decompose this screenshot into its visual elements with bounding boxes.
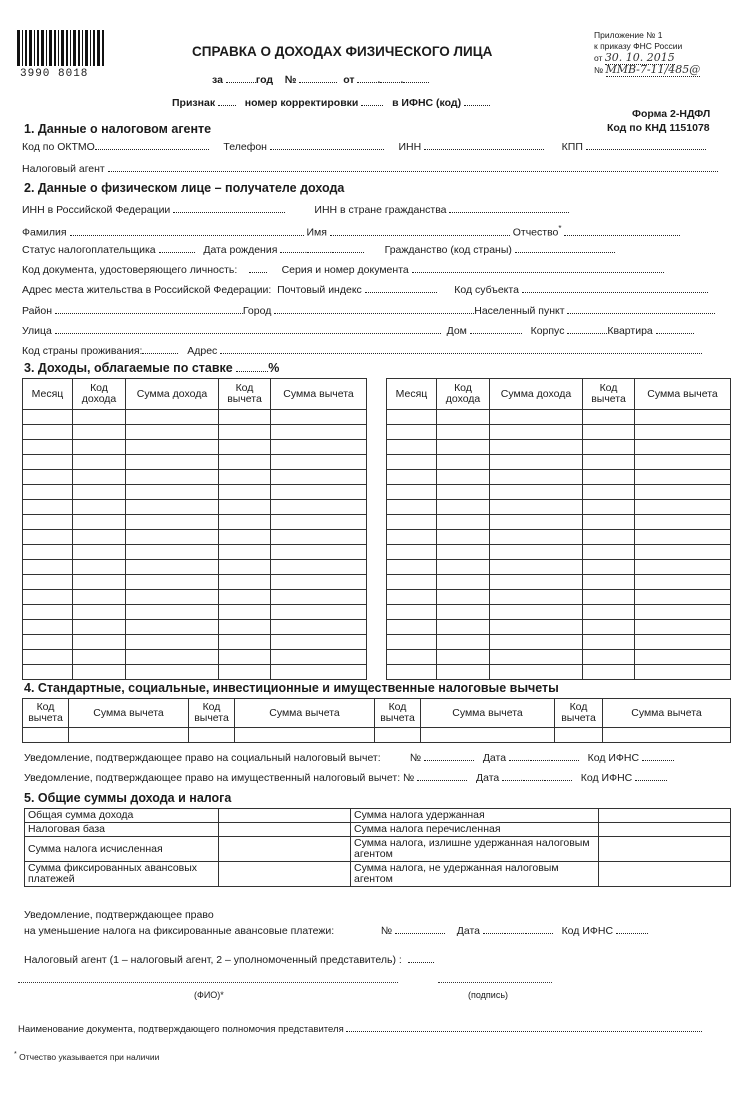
notice-property-row: Уведомление, подтверждающее право на имущественный налоговый вычет: № Дата . . Код ИФНС (24, 771, 667, 784)
table-cell (437, 470, 490, 485)
table-cell (126, 440, 219, 455)
tax-not-withheld-label: Сумма налога, не удержанная налоговым агентом (351, 862, 599, 887)
table-row (387, 440, 731, 455)
section2-title: 2. Данные о физическом лице – получателе дохода (24, 181, 345, 195)
table-cell (490, 635, 583, 650)
table-cell (437, 650, 490, 665)
table-cell (583, 605, 635, 620)
table-cell (126, 455, 219, 470)
table-cell (271, 470, 367, 485)
deduction-sum-4: Сумма вычета (603, 699, 731, 728)
table-cell (635, 545, 731, 560)
table-cell (583, 620, 635, 635)
table-row (23, 410, 367, 425)
form-name: Форма 2-НДФЛ (632, 108, 711, 120)
table-cell (635, 635, 731, 650)
table-cell (126, 425, 219, 440)
table-cell (437, 635, 490, 650)
table-cell (126, 470, 219, 485)
notice-social-row: Уведомление, подтверждающее право на социальный налоговый вычет: № Дата . . Код ИФНС (24, 751, 674, 764)
table-cell (387, 605, 437, 620)
table-cell (490, 605, 583, 620)
table-cell (271, 530, 367, 545)
table-cell (126, 650, 219, 665)
table-cell (635, 605, 731, 620)
table-cell (126, 635, 219, 650)
table-row (387, 530, 731, 545)
table-row (23, 620, 367, 635)
table-cell (387, 545, 437, 560)
deduction-code-3: Код вычета (375, 699, 421, 728)
table-cell (73, 635, 126, 650)
table-cell (219, 575, 271, 590)
section2-name-row: Фамилия Имя Отчество* (22, 223, 680, 239)
table-cell (387, 500, 437, 515)
table-row (387, 560, 731, 575)
table-cell (126, 515, 219, 530)
table-cell (23, 665, 73, 680)
table-row (387, 650, 731, 665)
table-cell (219, 425, 271, 440)
table-cell (490, 470, 583, 485)
table-cell (387, 590, 437, 605)
table-cell (73, 575, 126, 590)
section2-status-row: Статус налогоплательщика Дата рождения . . Гражданство (код страны) (22, 243, 615, 256)
tax-base-label: Налоговая база (25, 823, 219, 837)
table-row (23, 575, 367, 590)
table-cell (126, 590, 219, 605)
table-cell (23, 590, 73, 605)
table-cell (271, 545, 367, 560)
deduction-code-1: Код вычета (23, 699, 69, 728)
table-cell (219, 515, 271, 530)
section2-inn-row: ИНН в Российской Федерации ИНН в стране гражданства (22, 203, 569, 216)
table-cell (23, 410, 73, 425)
table-cell (219, 545, 271, 560)
table-row (387, 455, 731, 470)
income-table-left (22, 378, 367, 680)
section3-title: 3. Доходы, облагаемые по ставке % (24, 361, 280, 375)
table-row (23, 500, 367, 515)
form-knd: Код по КНД 1151078 (607, 122, 710, 134)
table-row (23, 515, 367, 530)
table-cell (23, 440, 73, 455)
table-cell (73, 650, 126, 665)
table-cell (23, 575, 73, 590)
table-row (387, 500, 731, 515)
table-cell (635, 470, 731, 485)
col-deduction-code: Код вычета (583, 379, 635, 410)
table-cell (437, 665, 490, 680)
section2-city-row: Район Город Населенный пункт (22, 304, 715, 317)
table-cell (73, 425, 126, 440)
table-cell (387, 425, 437, 440)
table-cell (583, 485, 635, 500)
table-cell (271, 575, 367, 590)
table-cell (437, 440, 490, 455)
section2-doc-row: Код документа, удостоверяющего личность: Серия и номер документа (22, 263, 664, 276)
table-row (387, 425, 731, 440)
table-row (23, 605, 367, 620)
table-row (387, 545, 731, 560)
table-cell (23, 545, 73, 560)
table-cell (437, 560, 490, 575)
col-deduction-sum: Сумма вычета (635, 379, 731, 410)
section1-row1: Код по ОКТМО Телефон ИНН КПП (22, 140, 706, 153)
table-cell (490, 590, 583, 605)
table-cell (635, 575, 731, 590)
table-cell (583, 425, 635, 440)
table-cell (490, 650, 583, 665)
table-cell (635, 410, 731, 425)
table-row (23, 665, 367, 680)
table-cell (387, 515, 437, 530)
table-cell (73, 470, 126, 485)
tax-overwithheld-label: Сумма налога, излишне удержанная налоговым агентом (351, 837, 599, 862)
table-cell (126, 530, 219, 545)
footnote: * Отчество указывается при наличии (14, 1050, 160, 1062)
table-cell (387, 620, 437, 635)
table-cell (437, 485, 490, 500)
section2-country-row: Код страны проживания: Адрес (22, 344, 702, 357)
table-cell (437, 620, 490, 635)
barcode-number: 3990 8018 (20, 68, 89, 80)
table-cell (387, 470, 437, 485)
fio-line (18, 982, 398, 983)
table-cell (219, 650, 271, 665)
table-row (23, 425, 367, 440)
table-cell (73, 605, 126, 620)
table-cell (635, 560, 731, 575)
table-cell (219, 590, 271, 605)
table-cell (73, 530, 126, 545)
table-cell (583, 650, 635, 665)
table-row (387, 665, 731, 680)
table-cell (219, 635, 271, 650)
table-cell (490, 545, 583, 560)
table-cell (271, 440, 367, 455)
notice-advance-line1: Уведомление, подтверждающее право (24, 909, 214, 921)
table-cell (73, 545, 126, 560)
table-cell (126, 560, 219, 575)
table-cell (23, 560, 73, 575)
table-cell (219, 605, 271, 620)
table-cell (271, 500, 367, 515)
table-cell (635, 620, 731, 635)
page-title: СПРАВКА О ДОХОДАХ ФИЗИЧЕСКОГО ЛИЦА (192, 44, 493, 59)
table-cell (437, 590, 490, 605)
table-cell (73, 455, 126, 470)
table-cell (73, 515, 126, 530)
table-cell (437, 410, 490, 425)
table-cell (490, 485, 583, 500)
signature-caption: (подпись) (468, 990, 509, 1000)
table-cell (126, 575, 219, 590)
table-cell (271, 515, 367, 530)
table-cell (219, 485, 271, 500)
col-income-sum: Сумма дохода (126, 379, 219, 410)
table-cell (583, 410, 635, 425)
table-row (387, 605, 731, 620)
table-row (387, 635, 731, 650)
table-cell (490, 440, 583, 455)
table-cell (635, 665, 731, 680)
table-cell (635, 650, 731, 665)
table-row (23, 455, 367, 470)
table-row (387, 515, 731, 530)
fio-caption: (ФИО)* (194, 990, 224, 1000)
table-cell (583, 545, 635, 560)
table-cell (387, 440, 437, 455)
table-row (387, 410, 731, 425)
table-cell (271, 590, 367, 605)
table-cell (635, 440, 731, 455)
total-income-label: Общая сумма дохода (25, 809, 219, 823)
table-cell (387, 575, 437, 590)
table-cell (583, 515, 635, 530)
table-cell (23, 650, 73, 665)
deduction-sum-1: Сумма вычета (69, 699, 189, 728)
table-cell (490, 515, 583, 530)
col-income-code: Код дохода (73, 379, 126, 410)
table-cell (73, 590, 126, 605)
table-cell (219, 470, 271, 485)
col-deduction-sum: Сумма вычета (271, 379, 367, 410)
section5-title: 5. Общие суммы дохода и налога (24, 791, 232, 805)
table-cell (219, 455, 271, 470)
table-cell (271, 605, 367, 620)
table-row (23, 530, 367, 545)
table-cell (583, 635, 635, 650)
table-cell (23, 500, 73, 515)
table-cell (437, 515, 490, 530)
table-row (387, 620, 731, 635)
appendix-block: Приложение № 1 к приказу ФНС России от 30. 10. 2015 № ММВ-7-11/485@ (594, 30, 701, 76)
table-cell (635, 455, 731, 470)
table-cell (583, 530, 635, 545)
table-cell (490, 560, 583, 575)
section2-street-row: Улица Дом Корпус Квартира (22, 324, 694, 337)
header-sign-line: Признак номер корректировки в ИФНС (код) (172, 96, 490, 109)
table-row (387, 485, 731, 500)
table-cell (219, 500, 271, 515)
table-cell (271, 485, 367, 500)
deduction-sum-3: Сумма вычета (421, 699, 555, 728)
table-cell (583, 455, 635, 470)
table-cell (73, 410, 126, 425)
table-cell (387, 410, 437, 425)
table-cell (126, 605, 219, 620)
table-row (23, 650, 367, 665)
table-cell (635, 425, 731, 440)
table-cell (23, 530, 73, 545)
table-cell (437, 455, 490, 470)
table-cell (437, 425, 490, 440)
table-cell (387, 635, 437, 650)
table-cell (219, 410, 271, 425)
totals-table (24, 808, 731, 887)
col-income-code: Код дохода (437, 379, 490, 410)
section4-title: 4. Стандартные, социальные, инвестиционные и имущественные налоговые вычеты (24, 681, 559, 695)
header-date-line: за год № от . . (212, 73, 429, 86)
table-cell (387, 650, 437, 665)
table-cell (23, 485, 73, 500)
table-cell (437, 605, 490, 620)
table-cell (23, 605, 73, 620)
table-cell (583, 560, 635, 575)
table-row (23, 485, 367, 500)
table-cell (126, 485, 219, 500)
section2-address-row: Адрес места жительства в Российской Федерации: Почтовый индекс Код субъекта (22, 283, 708, 296)
table-cell (271, 560, 367, 575)
table-cell (271, 425, 367, 440)
table-cell (635, 500, 731, 515)
table-cell (271, 665, 367, 680)
table-cell (583, 470, 635, 485)
table-cell (73, 485, 126, 500)
deductions-table (22, 698, 731, 743)
table-cell (73, 560, 126, 575)
table-cell (23, 455, 73, 470)
table-cell (126, 665, 219, 680)
table-cell (271, 410, 367, 425)
table-cell (490, 410, 583, 425)
table-cell (219, 620, 271, 635)
table-cell (23, 470, 73, 485)
table-cell (387, 455, 437, 470)
table-cell (635, 590, 731, 605)
signature-line (438, 982, 552, 983)
table-cell (490, 500, 583, 515)
table-cell (73, 500, 126, 515)
table-cell (23, 515, 73, 530)
table-cell (490, 425, 583, 440)
section1-row2: Налоговый агент (22, 162, 718, 175)
table-cell (490, 530, 583, 545)
table-cell (437, 545, 490, 560)
table-cell (271, 455, 367, 470)
deduction-sum-2: Сумма вычета (235, 699, 375, 728)
table-cell (583, 500, 635, 515)
table-row (23, 590, 367, 605)
table-row (23, 635, 367, 650)
income-table-right (386, 378, 731, 680)
tax-calculated-label: Сумма налога исчисленная (25, 837, 219, 862)
col-deduction-code: Код вычета (219, 379, 271, 410)
table-cell (583, 590, 635, 605)
table-cell (583, 575, 635, 590)
col-month: Месяц (23, 379, 73, 410)
table-row (387, 470, 731, 485)
col-income-sum: Сумма дохода (490, 379, 583, 410)
agent-type-row: Налоговый агент (1 – налоговый агент, 2 – уполномоченный представитель) : (24, 953, 434, 966)
table-cell (490, 455, 583, 470)
table-cell (271, 635, 367, 650)
table-row (23, 440, 367, 455)
table-cell (387, 665, 437, 680)
table-cell (73, 440, 126, 455)
table-cell (73, 620, 126, 635)
table-cell (387, 560, 437, 575)
table-cell (219, 560, 271, 575)
table-row (23, 470, 367, 485)
tax-transferred-label: Сумма налога перечисленная (351, 823, 599, 837)
tax-withheld-label: Сумма налога удержанная (351, 809, 599, 823)
table-cell (271, 620, 367, 635)
deduction-code-4: Код вычета (555, 699, 603, 728)
table-cell (583, 440, 635, 455)
table-cell (23, 635, 73, 650)
fixed-advance-label: Сумма фиксированных авансовых платежей (25, 862, 219, 887)
table-cell (219, 530, 271, 545)
table-row (387, 575, 731, 590)
table-cell (437, 575, 490, 590)
barcode (17, 30, 105, 66)
table-cell (126, 500, 219, 515)
table-cell (490, 575, 583, 590)
table-cell (23, 425, 73, 440)
table-cell (271, 650, 367, 665)
table-cell (126, 620, 219, 635)
table-cell (635, 515, 731, 530)
col-month: Месяц (387, 379, 437, 410)
table-cell (387, 530, 437, 545)
table-cell (387, 485, 437, 500)
table-cell (219, 665, 271, 680)
table-cell (219, 440, 271, 455)
table-cell (437, 500, 490, 515)
notice-advance-line2: на уменьшение налога на фиксированные авансовые платежи: № Дата . . Код ИФНС (24, 924, 648, 937)
table-cell (126, 410, 219, 425)
table-cell (23, 620, 73, 635)
section1-title: 1. Данные о налоговом агенте (24, 122, 212, 136)
table-row (23, 545, 367, 560)
table-cell (126, 545, 219, 560)
table-row (23, 560, 367, 575)
deduction-code-2: Код вычета (189, 699, 235, 728)
table-row (387, 590, 731, 605)
table-cell (73, 665, 126, 680)
table-cell (635, 530, 731, 545)
table-cell (490, 620, 583, 635)
table-cell (635, 485, 731, 500)
table-cell (437, 530, 490, 545)
rep-doc-row: Наименование документа, подтверждающего полномочия представителя (18, 1022, 702, 1035)
table-cell (583, 665, 635, 680)
table-cell (490, 665, 583, 680)
